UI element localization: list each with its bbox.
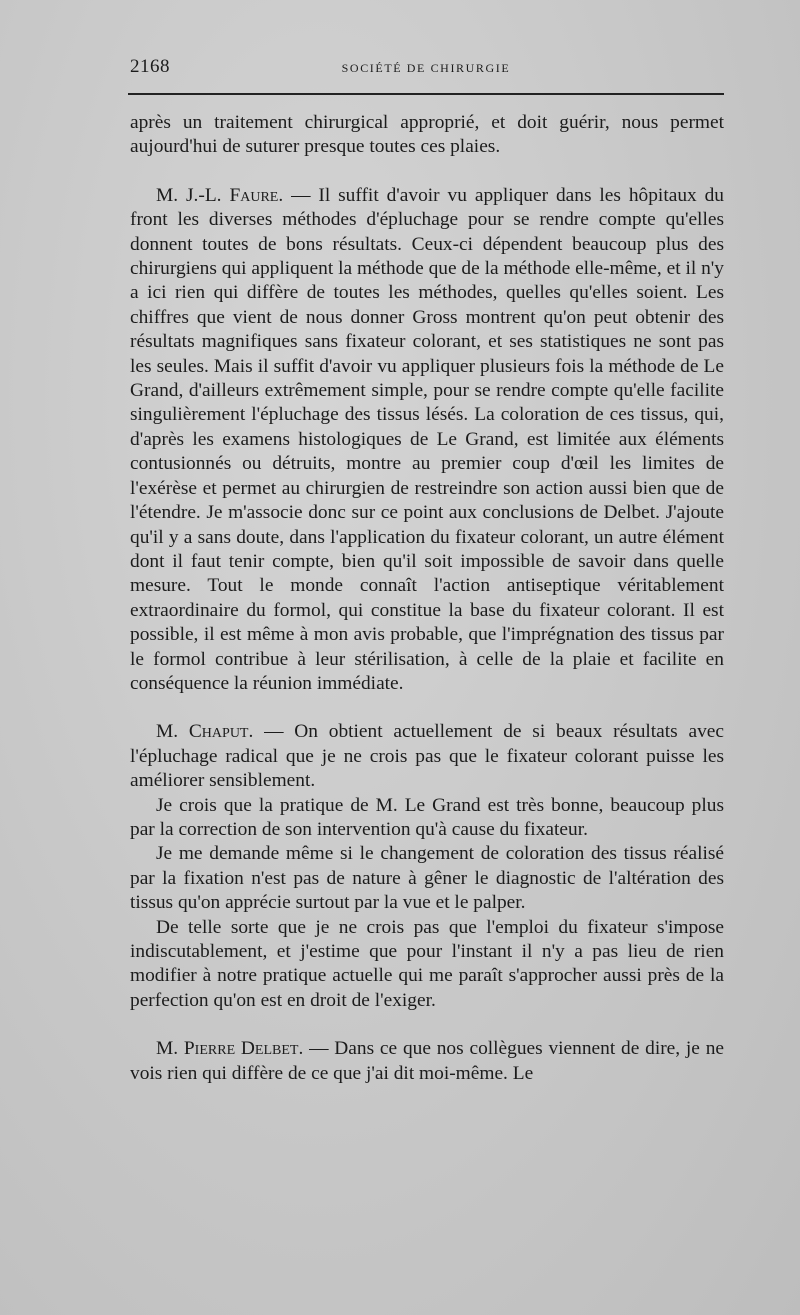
paragraph-text: . — Il suffit d'avoir vu appliquer dans les hôpitaux du front les diverses méthodes d'épluchage pour se rendre compte qu'elles donnent toutes de bons résultats. Ceux-ci dépendent beaucoup plus des chirurgiens qui appliquent la méthode que de la méthode elle-même, et il n'y a ici rien qui diffère de toutes les méthodes, quelles qu'elles soient. Les chiffres que vient de nous donner Gross montrent qu'on peut obtenir des résultats magnifiques sans fixateur colorant, et ses statistiques ne sont pas les seules. Mais il suffit d'avoir vu appliquer plusieurs fois la méthode de Le Grand, d'ailleurs extrêmement simple, pour se rendre compte qu'elle facilite singulièrement l'épluchage des tissus lésés. La coloration de ces tissus, qui, d'après les examens histologiques de Le Grand, est limitée aux éléments contusionnés ou détruits, montre au premier coup d'œil les limites de l'exérèse et permet au chirurgien de restreindre son action aussi bien que de l'étendre. Je m'associe donc sur ce point aux conclusions de Delbet. J'ajoute qu'il y a sans doute, dans l'application du fixateur colorant, un autre élément dont il faut tenir compte, bien qu'il soit impossible de savoir dans quelle mesure. Tout le monde connaît l'action antiseptique véritablement extraordinaire du formol, qui constitue la base du fixateur colorant. Il est possible, il est même à mon avis probable, que l'imprégnation des tissus par le formol contribue à leur stérilisation, à celle de la plaie et facilite en conséquence la réunion immédiate.: [130, 184, 724, 694]
paragraph-text: De telle sorte que je ne crois pas que l'emploi du fixateur s'impose indiscutablement, et j'estime que pour l'instant il n'y a pas lieu de rien modifier à notre pratique actuelle qui me paraît s'approcher aussi près de la perfection qu'on est en droit de l'exiger.: [130, 916, 724, 1011]
speaker-name: Chaput: [188, 721, 249, 743]
paragraph-text: après un traitement chirurgical approprié, et doit guérir, nous permet aujourd'hui de suturer presque toutes ces plaies.: [130, 112, 724, 158]
paragraph-text: . — On obtient actuellement de si beaux résultats avec l'épluchage radical que je ne crois pas que le fixateur colorant puisse les améliorer sensiblement.: [130, 721, 724, 792]
speaker-prefix: M.: [156, 721, 189, 743]
paragraph: [130, 794, 724, 843]
paragraph-continuation: [130, 111, 724, 160]
speaker-prefix: M.: [156, 1038, 184, 1060]
speaker-prefix: M. J.-L.: [156, 184, 230, 206]
page-number: 2168: [130, 56, 170, 77]
running-title: SOCIÉTÉ DE CHIRURGIE: [341, 61, 511, 75]
paragraph-text: . — Dans ce que nos collègues viennent de dire, je ne vois rien qui diffère de ce que j'ai dit moi-même. Le: [130, 1038, 725, 1084]
speaker-name: Pierre Delbet: [183, 1038, 299, 1060]
paragraph-text: Je me demande même si le changement de coloration des tissus réalisé par la fixation n'est pas de nature à gêner le diagnostic de l'altération des tissus qu'on apprécie surtout par la vue et le palper.: [130, 843, 724, 914]
paragraph-faure: [130, 184, 724, 697]
paragraph-text: Je crois que la pratique de M. Le Grand est très bonne, beaucoup plus par la correction de son intervention qu'à cause du fixateur.: [130, 794, 724, 840]
paragraph: [130, 842, 724, 915]
page-header: [128, 52, 724, 82]
header-rule: [128, 93, 724, 95]
body-text: [130, 111, 724, 1086]
speaker-name: Faure: [229, 184, 279, 206]
paragraph-delbet: [130, 1037, 724, 1086]
paragraph: [130, 916, 724, 1014]
paragraph-chaput: [130, 720, 724, 793]
